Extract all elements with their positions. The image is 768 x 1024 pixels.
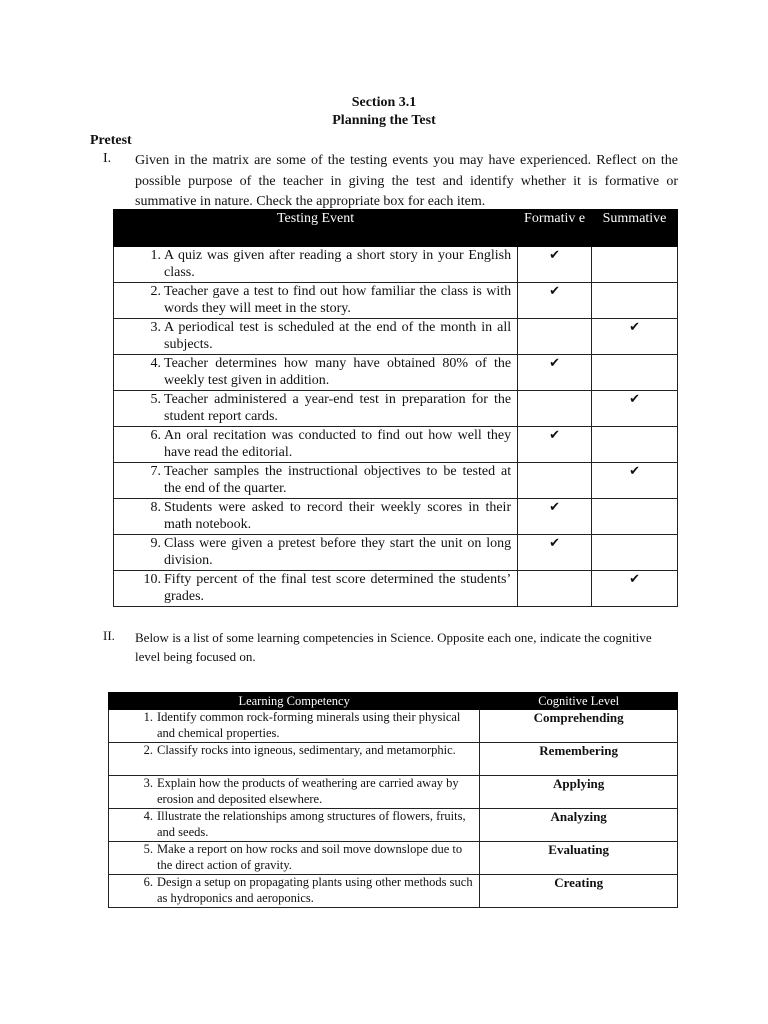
part2-numeral: II. (103, 628, 115, 643)
testing-event-cell (114, 535, 518, 571)
event-text: A quiz was given after reading a short story in your English class. (164, 248, 512, 280)
cognitive-level-field[interactable]: Comprehending (480, 710, 678, 743)
part2-instructions: Below is a list of some learning competencies in Science. Opposite each one, indicate the cognitive level being focused on. (135, 630, 652, 664)
table-header-row (109, 693, 678, 710)
formative-checkbox[interactable] (518, 319, 592, 355)
formative-checkbox[interactable] (518, 463, 592, 499)
table-row (114, 391, 678, 427)
item-number: 2. (143, 743, 153, 757)
item-number: 1. (143, 710, 153, 724)
item-number: 2. (150, 284, 161, 299)
header-summative: Summative (592, 210, 678, 247)
summative-checkbox[interactable]: ✔ (592, 319, 678, 355)
competency-entry (109, 842, 479, 873)
competency-text: Design a setup on propagating plants using other methods such as hydroponics and aeroponics. (157, 875, 473, 905)
formative-checkbox[interactable] (518, 391, 592, 427)
event-entry (114, 499, 517, 533)
event-text: Teacher samples the instructional objectives to be tested at the end of the quarter. (164, 464, 512, 496)
table-row (109, 809, 678, 842)
event-entry (114, 319, 517, 353)
table-header-row (114, 210, 678, 247)
testing-event-cell (114, 571, 518, 607)
pretest-label: Pretest (90, 133, 132, 148)
testing-event-cell (114, 355, 518, 391)
item-number: 4. (143, 809, 153, 823)
summative-checkbox[interactable] (592, 535, 678, 571)
summative-checkbox[interactable]: ✔ (592, 571, 678, 607)
competency-entry (109, 710, 479, 741)
testing-event-cell (114, 247, 518, 283)
summative-checkbox[interactable]: ✔ (592, 463, 678, 499)
event-entry (114, 247, 517, 281)
testing-event-table (113, 209, 678, 607)
testing-event-cell (114, 463, 518, 499)
item-number: 4. (150, 356, 161, 371)
competency-entry (109, 776, 479, 807)
event-text: Class were given a pretest before they start the unit on long division. (164, 536, 512, 568)
table-row (109, 875, 678, 908)
item-number: 6. (143, 875, 153, 889)
event-text: Students were asked to record their weekly scores in their math notebook. (164, 500, 512, 532)
table-row (109, 776, 678, 809)
summative-checkbox[interactable] (592, 499, 678, 535)
formative-checkbox[interactable]: ✔ (518, 355, 592, 391)
event-text: Teacher administered a year-end test in preparation for the student report cards. (164, 392, 512, 424)
table-row (114, 535, 678, 571)
summative-checkbox[interactable] (592, 283, 678, 319)
event-text: Teacher determines how many have obtained 80% of the weekly test given in addition. (164, 356, 512, 388)
formative-checkbox[interactable]: ✔ (518, 247, 592, 283)
item-number: 8. (150, 500, 161, 515)
table-row (114, 571, 678, 607)
header-learning-competency: Learning Competency (109, 693, 480, 710)
event-entry (114, 391, 517, 425)
learning-competency-table (108, 692, 678, 908)
item-number: 5. (143, 842, 153, 856)
item-number: 1. (150, 248, 161, 263)
summative-checkbox[interactable] (592, 427, 678, 463)
item-number: 6. (150, 428, 161, 443)
event-text: An oral recitation was conducted to find out how well they have read the editorial. (164, 428, 512, 460)
event-text: Teacher gave a test to find out how familiar the class is with words they will meet in the story. (164, 284, 512, 316)
event-text: Fifty percent of the final test score determined the students’ grades. (164, 572, 512, 604)
competency-cell (109, 710, 480, 743)
table-row (114, 247, 678, 283)
competency-text: Identify common rock-forming minerals using their physical and chemical properties. (157, 710, 461, 740)
competency-cell (109, 875, 480, 908)
cognitive-level-field[interactable]: Analyzing (480, 809, 678, 842)
competency-entry (109, 809, 479, 840)
formative-checkbox[interactable]: ✔ (518, 283, 592, 319)
item-number: 3. (150, 320, 161, 335)
section-title: Section 3.1 (351, 95, 417, 110)
part1-numeral: I. (103, 151, 112, 166)
competency-cell (109, 743, 480, 776)
summative-checkbox[interactable] (592, 355, 678, 391)
competency-cell (109, 809, 480, 842)
competency-text: Make a report on how rocks and soil move downslope due to the direct action of gravity. (157, 842, 463, 872)
item-number: 10. (143, 572, 161, 587)
testing-event-cell (114, 391, 518, 427)
summative-checkbox[interactable]: ✔ (592, 391, 678, 427)
event-entry (114, 427, 517, 461)
table-row (114, 499, 678, 535)
formative-checkbox[interactable]: ✔ (518, 427, 592, 463)
competency-entry (109, 875, 479, 906)
header-cognitive-level: Cognitive Level (480, 693, 678, 710)
table-row (109, 743, 678, 776)
event-entry (114, 463, 517, 497)
cognitive-level-field[interactable]: Applying (480, 776, 678, 809)
part1-instructions: Given in the matrix are some of the testing events you may have experienced. Reflect on the possible purpose of the teacher in giving the test and identify whether it is formative or summative in nature. Check the appropriate box for each item. (135, 153, 678, 209)
table-row (114, 283, 678, 319)
testing-event-cell (114, 283, 518, 319)
event-entry (114, 355, 517, 389)
item-number: 5. (150, 392, 161, 407)
competency-entry (109, 743, 479, 759)
item-number: 9. (150, 536, 161, 551)
table-row (109, 710, 678, 743)
table-row (114, 355, 678, 391)
table-row (114, 463, 678, 499)
testing-event-cell (114, 319, 518, 355)
item-number: 7. (150, 464, 161, 479)
table-row (114, 427, 678, 463)
header-formative: Formativ e (518, 210, 592, 247)
header-testing-event: Testing Event (114, 210, 518, 247)
competency-text: Illustrate the relationships among structures of flowers, fruits, and seeds. (157, 809, 466, 839)
event-entry (114, 283, 517, 317)
competency-cell (109, 776, 480, 809)
event-text: A periodical test is scheduled at the end of the month in all subjects. (164, 320, 512, 352)
event-entry (114, 571, 517, 605)
cognitive-level-field[interactable]: Remembering (480, 743, 678, 776)
section-subtitle: Planning the Test (332, 113, 436, 128)
competency-text: Classify rocks into igneous, sedimentary, and metamorphic. (157, 743, 456, 757)
testing-event-cell (114, 499, 518, 535)
table-row (109, 842, 678, 875)
table-row (114, 319, 678, 355)
cognitive-level-field[interactable]: Evaluating (480, 842, 678, 875)
formative-checkbox[interactable]: ✔ (518, 535, 592, 571)
competency-text: Explain how the products of weathering are carried away by erosion and deposited elsewhere. (157, 776, 459, 806)
competency-cell (109, 842, 480, 875)
summative-checkbox[interactable] (592, 247, 678, 283)
formative-checkbox[interactable] (518, 571, 592, 607)
testing-event-cell (114, 427, 518, 463)
formative-checkbox[interactable]: ✔ (518, 499, 592, 535)
item-number: 3. (143, 776, 153, 790)
cognitive-level-field[interactable]: Creating (480, 875, 678, 908)
event-entry (114, 535, 517, 569)
